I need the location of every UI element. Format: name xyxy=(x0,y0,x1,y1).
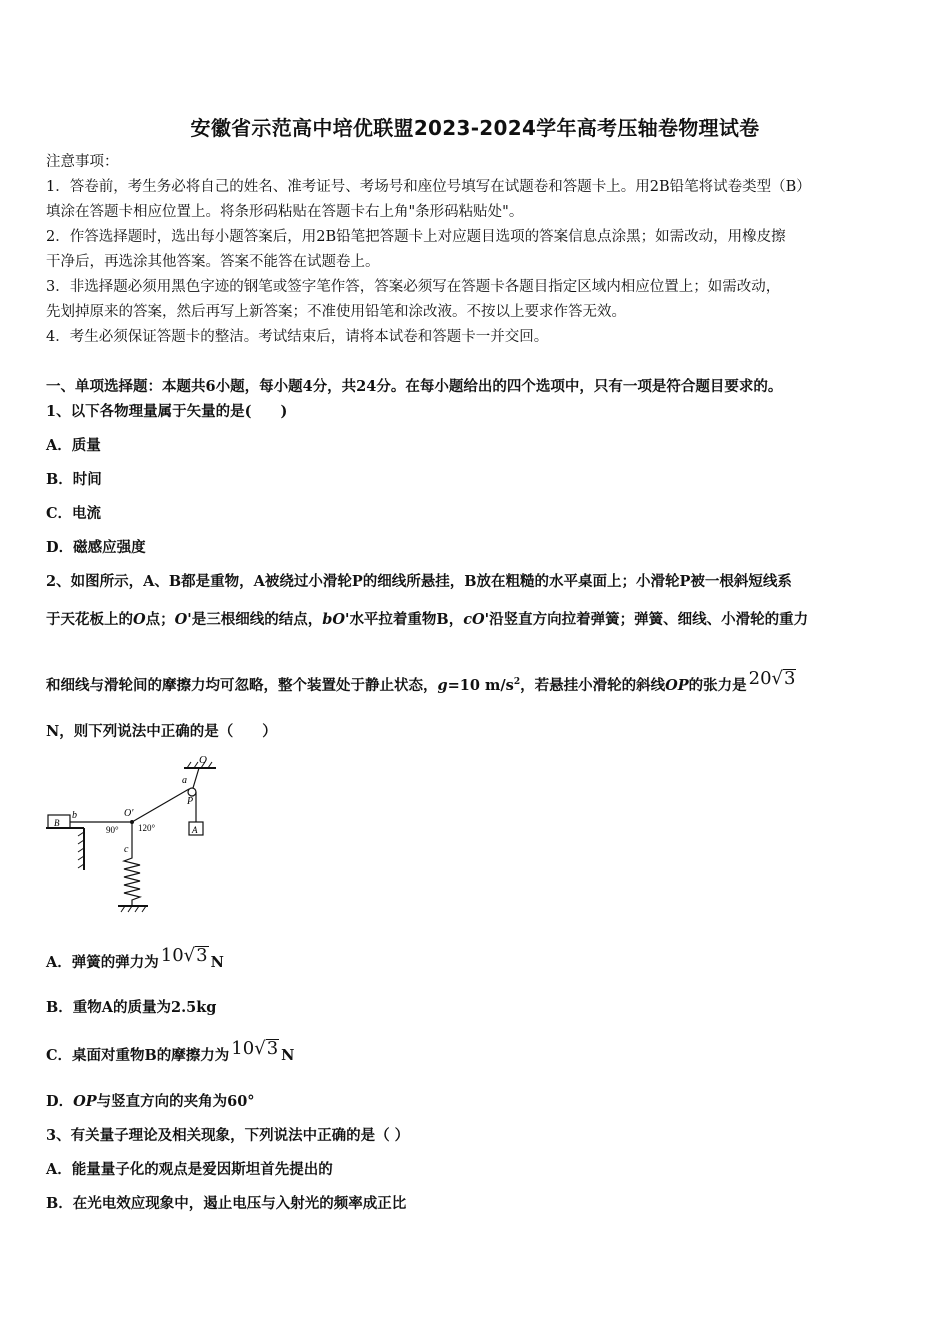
question-2-option-c xyxy=(46,1038,295,1066)
symbol-OP: OP xyxy=(73,1093,97,1110)
question-2-line-2 xyxy=(46,610,808,630)
radicand: 3 xyxy=(196,945,208,966)
text-span: 的张力是 xyxy=(688,676,747,694)
label-b: b xyxy=(72,810,77,821)
question-3-option-a: A．能量量子化的观点是爱因斯坦首先提出的 xyxy=(46,1161,333,1178)
friction-value: 10√3 xyxy=(231,1038,279,1059)
superscript: 2 xyxy=(513,677,521,687)
question-2-line-1: 2、如图所示，A、B都是重物，A被绕过小滑轮P的细线所悬挂，B放在粗糙的水平桌面上；小滑轮P被一根斜短线系 xyxy=(46,573,792,590)
spring-force-value: 10√3 xyxy=(160,945,208,966)
text-span: =10 m/s xyxy=(447,676,514,694)
label-O: O xyxy=(199,754,207,766)
coef: 10 xyxy=(231,1038,255,1059)
notice-line: 1．答卷前，考生务必将自己的姓名、准考证号、考场号和座位号填写在试题卷和答题卡上。用2B铅笔将试卷类型（B） xyxy=(46,179,811,195)
symbol-OP: OP xyxy=(665,676,689,694)
question-1-option-c: C．电流 xyxy=(46,505,102,522)
coef: 20 xyxy=(748,667,772,689)
question-2-line-4: N，则下列说法中正确的是（ ） xyxy=(46,723,277,740)
text-span: D． xyxy=(46,1093,74,1110)
text-span: 与竖直方向的夹角为60° xyxy=(96,1093,255,1110)
text-span: ，若悬挂小滑轮的斜线 xyxy=(520,676,666,694)
pulley-P xyxy=(188,788,196,796)
notice-line: 2．作答选择题时，选出每小题答案后，用2B铅笔把答题卡上对应题目选项的答案信息点涂黑；如需改动，用橡皮擦 xyxy=(46,229,786,245)
label-angle-120: 120° xyxy=(138,823,156,833)
text-span: 于天花板上的 xyxy=(46,611,133,628)
text-span: 和细线与滑轮间的摩擦力均可忽略，整个装置处于静止状态， xyxy=(46,676,438,694)
text-span: 水平拉着重物B， xyxy=(349,611,464,628)
symbol-cO-prime: cO' xyxy=(463,611,490,628)
label-A: A xyxy=(192,825,198,835)
coef: 10 xyxy=(160,945,184,966)
question-1-option-a: A．质量 xyxy=(46,437,101,454)
question-1-option-b: B．时间 xyxy=(46,471,102,488)
text-span: 点； xyxy=(145,611,175,628)
text-span: 是三根细线的结点， xyxy=(191,611,323,628)
page-title: 安徽省示范高中培优联盟2023-2024学年高考压轴卷物理试卷 xyxy=(190,116,760,140)
label-a: a xyxy=(182,775,187,786)
question-3-option-b: B．在光电效应现象中，遏止电压与入射光的频率成正比 xyxy=(46,1195,407,1212)
label-angle-90: 90° xyxy=(106,825,119,835)
notice-line: 3．非选择题必须用黑色字迹的钢笔或签字笔作答，答案必须写在答题卡各题目指定区域内相应位置上；如需改动， xyxy=(46,279,781,295)
text-span: C．桌面对重物B的摩擦力为 xyxy=(46,1047,230,1064)
question-3-stem: 3、有关量子理论及相关现象，下列说法中正确的是（ ） xyxy=(46,1127,410,1144)
question-2-line-3 xyxy=(46,667,798,696)
notice-heading: 注意事项： xyxy=(46,154,119,170)
notice-line: 干净后，再选涂其他答案。答案不能答在试题卷上。 xyxy=(46,254,380,270)
label-Oprime: O' xyxy=(124,808,134,819)
unit: N xyxy=(281,1047,295,1064)
section-heading: 一、单项选择题：本题共6小题，每小题4分，共24分。在每小题给出的四个选项中，只有一项是符合题目要求的。 xyxy=(46,378,783,395)
text-span: 沿竖直方向拉着弹簧；弹簧、细线、小滑轮的重力 xyxy=(489,611,809,628)
label-B: B xyxy=(54,818,60,828)
question-1-option-d: D．磁感应强度 xyxy=(46,539,146,556)
symbol-g: g xyxy=(437,676,448,694)
string-Oprime-P xyxy=(132,789,189,822)
question-2-option-b: B．重物A的质量为2.5kg xyxy=(46,999,217,1016)
force-diagram xyxy=(44,752,224,917)
line-a xyxy=(193,768,199,788)
question-1-stem: 1、以下各物理量属于矢量的是( ) xyxy=(46,403,288,420)
text-span: A．弹簧的弹力为 xyxy=(46,954,159,971)
radicand: 3 xyxy=(266,1038,279,1059)
unit: N xyxy=(210,954,224,971)
label-P: P xyxy=(187,796,194,807)
symbol-bO-prime: bO' xyxy=(322,611,350,628)
radicand: 3 xyxy=(784,667,796,689)
notice-line: 先划掉原来的答案，然后再写上新答案；不准使用铅笔和涂改液。不按以上要求作答无效。 xyxy=(46,304,626,320)
tension-value: 20√3 xyxy=(748,667,796,689)
notice-line: 4．考生必须保证答题卡的整洁。考试结束后，请将本试卷和答题卡一并交回。 xyxy=(46,329,549,345)
label-c: c xyxy=(124,844,129,855)
question-2-option-d xyxy=(46,1092,255,1112)
question-2-option-a xyxy=(46,945,224,973)
symbol-O-prime: O' xyxy=(174,611,192,628)
spring xyxy=(124,852,140,906)
symbol-O: O xyxy=(133,611,146,628)
notice-line: 填涂在答题卡相应位置上。将条形码粘贴在答题卡右上角"条形码粘贴处"。 xyxy=(46,204,524,220)
